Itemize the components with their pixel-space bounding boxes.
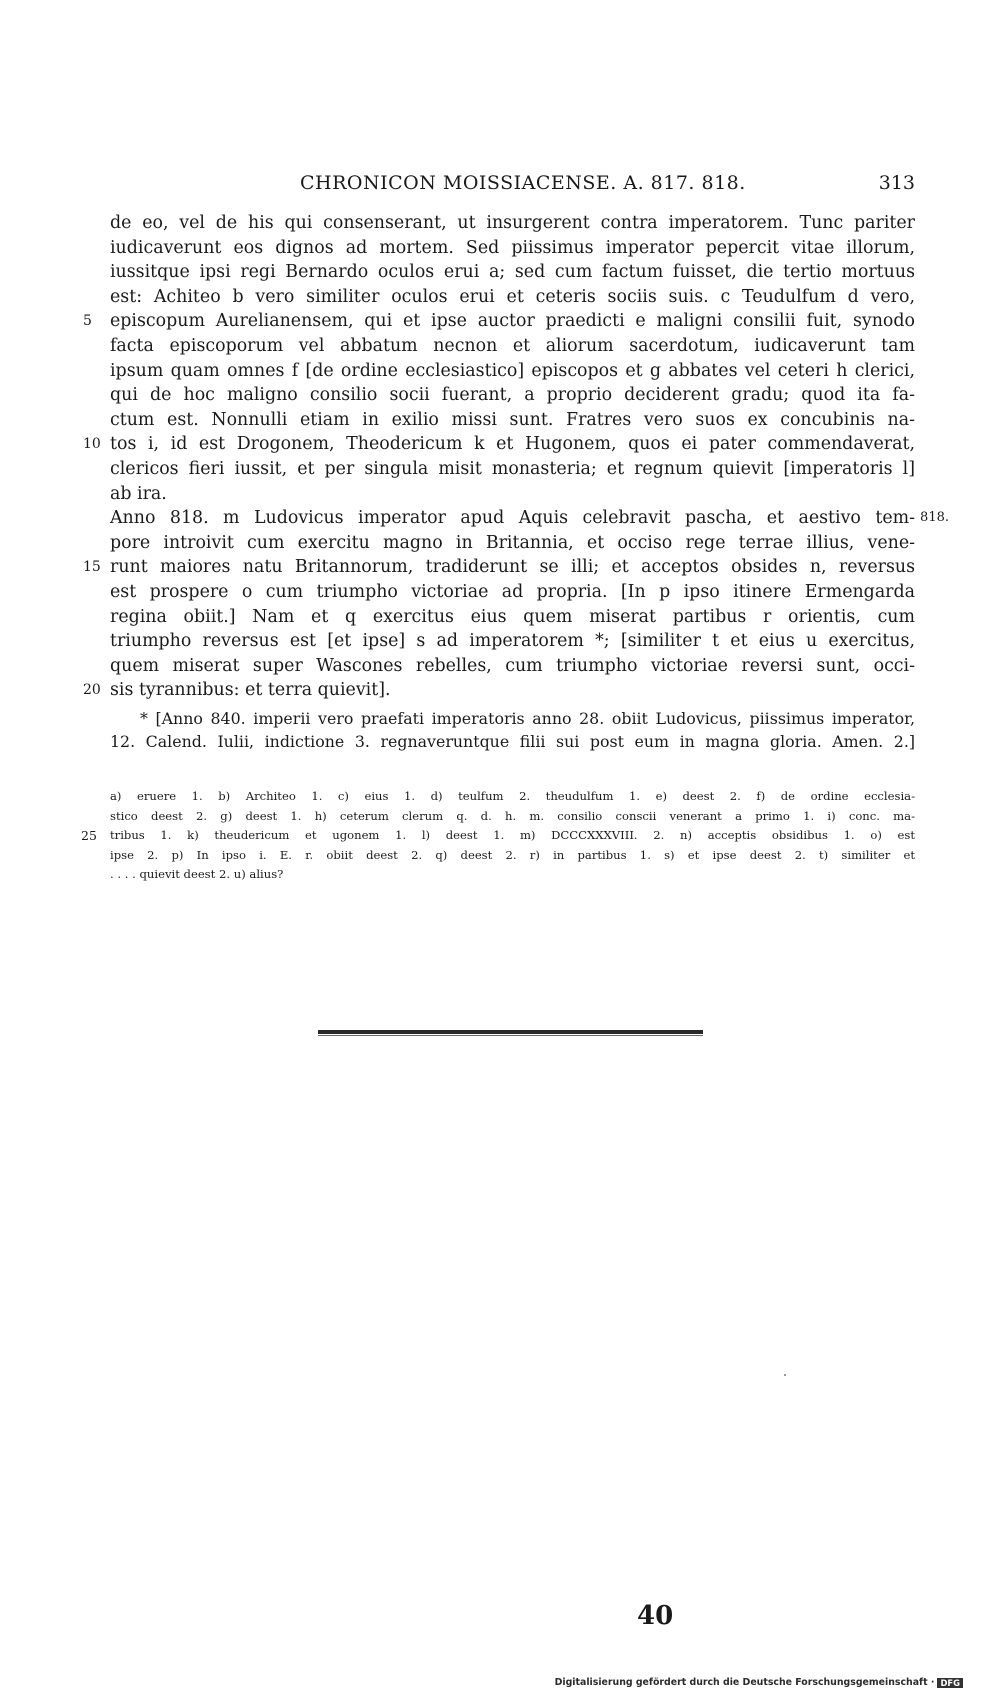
footnote-line bbox=[110, 865, 915, 885]
body-text: episcopum Aurelianensem, qui et ipse auctor praedicti e maligni consilii fuit, synodo bbox=[110, 311, 915, 332]
margin-year: 818. bbox=[920, 510, 949, 526]
body-text: iussitque ipsi regi Bernardo oculos erui a; sed cum factum fuisset, die tertio mortuus bbox=[110, 262, 915, 283]
body-line bbox=[110, 408, 915, 433]
running-title: CHRONICON MOISSIACENSE. A. 817. 818. bbox=[300, 172, 746, 194]
body-text: sis tyrannibus: et terra quievit]. bbox=[110, 680, 391, 701]
body-text: ipsum quam omnes f [de ordine ecclesiastico] episcopos et g abbates vel ceteri h clerici, bbox=[110, 360, 915, 381]
body-line bbox=[83, 432, 915, 457]
body-text: ab ira. bbox=[110, 483, 167, 504]
body-line bbox=[110, 236, 915, 261]
end-rule-hairline bbox=[318, 1035, 703, 1036]
signature-mark: 40 bbox=[637, 1601, 674, 1631]
credit-text: Digitalisierung gefördert durch die Deutsche Forschungsgemeinschaft · bbox=[554, 1677, 935, 1688]
end-rule bbox=[318, 1030, 703, 1034]
body-line bbox=[110, 654, 915, 679]
footnote-text: tribus 1. k) theudericum et ugonem 1. l) deest 1. m) DCCCXXXVIII. 2. n) acceptis obsidibus 1. o) est bbox=[110, 828, 915, 843]
body-text: pore introivit cum exercitu magno in Britannia, et occiso rege terrae illius, vene- bbox=[110, 532, 915, 553]
body-line bbox=[110, 285, 915, 310]
body-text: ctum est. Nonnulli etiam in exilio missi sunt. Fratres vero suos ex concubinis na- bbox=[110, 409, 915, 430]
body-line bbox=[110, 482, 915, 507]
body-text: est: Achiteo b vero similiter oculos erui et ceteris sociis suis. c Teudulfum d vero, bbox=[110, 286, 915, 307]
footnotes bbox=[81, 787, 915, 885]
body-text: de eo, vel de his qui consenserant, ut insurgerent contra imperatorem. Tunc pariter bbox=[110, 213, 915, 233]
body-line bbox=[110, 506, 949, 531]
dfg-logo: DFG bbox=[937, 1678, 963, 1688]
marginal-note-block bbox=[110, 708, 915, 753]
body-line bbox=[110, 359, 915, 384]
body-line bbox=[83, 309, 915, 334]
digitization-credit bbox=[555, 1677, 963, 1688]
body-text: tos i, id est Drogonem, Theodericum k et Hugonem, quos ei pater commendaverat, bbox=[110, 434, 915, 455]
body-text: qui de hoc maligno consilio socii fuerant, a proprio deciderent gradu; quod ita fa- bbox=[110, 385, 915, 406]
footnote-line bbox=[110, 846, 915, 866]
line-number: 5 bbox=[83, 313, 92, 330]
page-number: 313 bbox=[878, 172, 915, 194]
body-text: regina obiit.] Nam et q exercitus eius quem miserat partibus r orientis, cum bbox=[110, 606, 915, 627]
body-text: Anno 818. m Ludovicus imperator apud Aquis celebravit pascha, et aestivo tem- bbox=[110, 508, 915, 529]
body-text: runt maiores natu Britannorum, tradiderunt se illi; et acceptos obsides n, reversus bbox=[110, 557, 915, 578]
footnote-text: ipse 2. p) In ipso i. E. r. obiit deest 2. q) deest 2. r) in partibus 1. s) et ipse deest 2. t) similiter et bbox=[110, 847, 915, 862]
body-line bbox=[110, 629, 915, 654]
footnote-line bbox=[110, 787, 915, 807]
line-number: 15 bbox=[83, 559, 101, 576]
body-line bbox=[110, 260, 915, 285]
body-line bbox=[83, 678, 915, 703]
body-text: est prospere o cum triumpho victoriae ad propria. [In p ipso itinere Ermengarda bbox=[110, 581, 915, 602]
footnote-text: a) eruere 1. b) Architeo 1. c) eius 1. d) teulfum 2. theudulfum 1. e) deest 2. f) de ordine ecclesia- bbox=[110, 789, 915, 803]
body-line bbox=[110, 457, 915, 482]
footnote-line bbox=[81, 826, 915, 846]
footnote-text: stico deest 2. g) deest 1. h) ceterum clerum q. d. h. m. consilio conscii venerant a primo 1. i) conc. ma- bbox=[110, 808, 915, 823]
body-text: quem miserat super Wascones rebelles, cum triumpho victoriae reversi sunt, occi- bbox=[110, 655, 915, 676]
body-text: clericos fieri iussit, et per singula misit monasteria; et regnum quievit [imperatoris l] bbox=[110, 458, 915, 479]
note-line: * [Anno 840. imperii vero praefati imperatoris anno 28. obiit Ludovicus, piissimus imperator, bbox=[140, 709, 915, 728]
main-text bbox=[83, 211, 949, 703]
body-line bbox=[110, 334, 915, 359]
body-line bbox=[110, 211, 915, 236]
stray-mark bbox=[784, 1374, 786, 1376]
running-header bbox=[110, 172, 915, 198]
body-line bbox=[83, 555, 915, 580]
line-number: 20 bbox=[83, 682, 101, 699]
body-line bbox=[110, 531, 915, 556]
line-number: 25 bbox=[81, 828, 97, 844]
body-text: facta episcoporum vel abbatum necnon et aliorum sacerdotum, iudicaverunt tam bbox=[110, 335, 915, 356]
note-line: 12. Calend. Iulii, indictione 3. regnaveruntque filii sui post eum in magna gloria. Amen. 2.] bbox=[110, 731, 915, 751]
body-line bbox=[110, 580, 915, 605]
body-line bbox=[110, 383, 915, 408]
body-line bbox=[110, 605, 915, 630]
body-text: triumpho reversus est [et ipse] s ad imperatorem *; [similiter t et eius u exercitus, bbox=[110, 631, 915, 652]
body-text: iudicaverunt eos dignos ad mortem. Sed piissimus imperator pepercit vitae illorum, bbox=[110, 237, 915, 258]
footnote-line bbox=[110, 807, 915, 827]
footnote-text: . . . . quievit deest 2. u) alius? bbox=[110, 867, 284, 882]
line-number: 10 bbox=[83, 436, 101, 453]
